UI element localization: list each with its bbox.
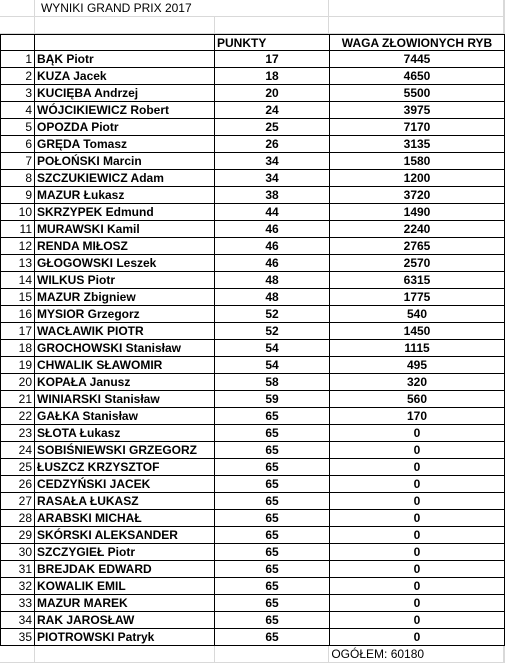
participant-name[interactable]: SOBIŚNIEWSKI GRZEGORZ <box>35 442 215 459</box>
table-row <box>0 153 505 170</box>
points-cell[interactable]: 65 <box>215 561 330 578</box>
participant-name[interactable]: SZCZUKIEWICZ Adam <box>35 170 215 187</box>
sheet-title-text: WYNIKI GRAND PRIX 2017 <box>40 1 192 15</box>
row-number[interactable]: 30 <box>0 544 35 561</box>
row-number[interactable]: 24 <box>0 442 35 459</box>
row-number[interactable]: 3 <box>0 85 35 102</box>
points-cell[interactable]: 18 <box>215 68 330 85</box>
participant-name[interactable]: MAZUR Zbigniew <box>35 289 215 306</box>
weight-cell[interactable]: 1200 <box>330 170 505 187</box>
title-row <box>0 0 505 17</box>
participant-name[interactable]: WACŁAWIK PIOTR <box>35 323 215 340</box>
participant-name[interactable]: KOPAŁA Janusz <box>35 374 215 391</box>
points-cell[interactable]: 54 <box>215 357 330 374</box>
points-cell[interactable]: 65 <box>215 476 330 493</box>
weight-cell[interactable]: 5500 <box>330 85 505 102</box>
weight-cell[interactable]: 1450 <box>330 323 505 340</box>
table-row <box>0 187 505 204</box>
participant-name[interactable]: CHWALIK SŁAWOMIR <box>35 357 215 374</box>
row-number[interactable]: 31 <box>0 561 35 578</box>
row-number[interactable]: 15 <box>0 289 35 306</box>
weight-cell[interactable]: 320 <box>330 374 505 391</box>
points-cell[interactable]: 65 <box>215 629 330 646</box>
table-row <box>0 238 505 255</box>
weight-cell[interactable]: 0 <box>330 476 505 493</box>
points-cell[interactable]: 65 <box>215 578 330 595</box>
weight-cell[interactable]: 3135 <box>330 136 505 153</box>
weight-cell[interactable]: 170 <box>330 408 505 425</box>
weight-cell[interactable]: 0 <box>330 629 505 646</box>
row-number[interactable]: 13 <box>0 255 35 272</box>
total-value[interactable]: OGÓŁEM: 60180 <box>329 646 504 663</box>
table-row <box>0 340 505 357</box>
table-row <box>0 68 505 85</box>
blank-cell[interactable] <box>504 0 505 17</box>
weight-cell[interactable]: 0 <box>330 561 505 578</box>
table-row <box>0 119 505 136</box>
participant-name[interactable]: OPOZDA Piotr <box>35 119 215 136</box>
participant-name[interactable]: KUCIĘBA Andrzej <box>35 85 215 102</box>
table-row <box>0 136 505 153</box>
table-row <box>0 527 505 544</box>
row-number[interactable]: 32 <box>0 578 35 595</box>
table-row <box>0 612 505 629</box>
weight-cell[interactable]: 0 <box>330 595 505 612</box>
row-number[interactable]: 34 <box>0 612 35 629</box>
row-number[interactable]: 16 <box>0 306 35 323</box>
total-row <box>0 646 505 663</box>
participant-name[interactable]: KOWALIK EMIL <box>35 578 215 595</box>
table-row <box>0 357 505 374</box>
weight-cell[interactable]: 0 <box>330 493 505 510</box>
row-number[interactable]: 9 <box>0 187 35 204</box>
blank-cell[interactable] <box>329 0 504 17</box>
weight-cell[interactable]: 2765 <box>330 238 505 255</box>
participant-name[interactable]: SKRZYPEK Edmund <box>35 204 215 221</box>
participant-name[interactable]: MAZUR MAREK <box>35 595 215 612</box>
points-cell[interactable]: 25 <box>215 119 330 136</box>
weight-cell[interactable]: 1580 <box>330 153 505 170</box>
weight-cell[interactable]: 2570 <box>330 255 505 272</box>
row-number[interactable]: 20 <box>0 374 35 391</box>
blank-cell[interactable] <box>504 17 505 34</box>
row-number[interactable]: 12 <box>0 238 35 255</box>
participant-name[interactable]: CEDZYŃSKI JACEK <box>35 476 215 493</box>
table-row <box>0 51 505 68</box>
weight-cell[interactable]: 2240 <box>330 221 505 238</box>
table-row <box>0 221 505 238</box>
weight-cell[interactable]: 0 <box>330 527 505 544</box>
table-row <box>0 204 505 221</box>
row-number[interactable]: 4 <box>0 102 35 119</box>
weight-cell[interactable]: 3720 <box>330 187 505 204</box>
row-number[interactable]: 27 <box>0 493 35 510</box>
row-number[interactable]: 7 <box>0 153 35 170</box>
points-cell[interactable]: 65 <box>215 612 330 629</box>
blank-cell[interactable] <box>0 0 35 17</box>
participant-name[interactable]: GAŁKA Stanisław <box>35 408 215 425</box>
row-number[interactable]: 22 <box>0 408 35 425</box>
row-number[interactable]: 2 <box>0 68 35 85</box>
points-cell[interactable]: 59 <box>215 391 330 408</box>
weight-cell[interactable]: 0 <box>330 578 505 595</box>
weight-cell[interactable]: 4650 <box>330 68 505 85</box>
row-number[interactable]: 14 <box>0 272 35 289</box>
participant-name[interactable]: PIOTROWSKI Patryk <box>35 629 215 646</box>
participant-name[interactable]: ŁUSZCZ KRZYSZTOF <box>35 459 215 476</box>
participant-name[interactable]: BĄK Piotr <box>35 51 215 68</box>
weight-cell[interactable]: 0 <box>330 612 505 629</box>
sheet-title[interactable] <box>35 0 329 17</box>
weight-cell[interactable]: 560 <box>330 391 505 408</box>
points-cell[interactable]: 65 <box>215 527 330 544</box>
blank-cell[interactable] <box>215 646 330 663</box>
table-row <box>0 561 505 578</box>
weight-cell[interactable]: 0 <box>330 425 505 442</box>
row-number[interactable]: 18 <box>0 340 35 357</box>
participant-name[interactable]: RENDA MIŁOSZ <box>35 238 215 255</box>
weight-cell[interactable]: 1115 <box>330 340 505 357</box>
table-row <box>0 578 505 595</box>
table-row <box>0 289 505 306</box>
table-row <box>0 408 505 425</box>
participant-name[interactable]: GROCHOWSKI Stanisław <box>35 340 215 357</box>
blank-cell[interactable] <box>0 17 35 34</box>
row-number[interactable]: 23 <box>0 425 35 442</box>
points-cell[interactable]: 17 <box>215 51 330 68</box>
weight-cell[interactable]: 0 <box>330 544 505 561</box>
participant-name[interactable]: WINIARSKI Stanisław <box>35 391 215 408</box>
row-number[interactable]: 11 <box>0 221 35 238</box>
participant-name[interactable]: POŁOŃSKI Marcin <box>35 153 215 170</box>
blank-cell[interactable] <box>329 17 504 34</box>
table-row <box>0 544 505 561</box>
participant-name[interactable]: MURAWSKI Kamil <box>35 221 215 238</box>
points-cell[interactable]: 24 <box>215 102 330 119</box>
weight-cell[interactable]: 540 <box>330 306 505 323</box>
points-cell[interactable]: 65 <box>215 425 330 442</box>
points-cell[interactable]: 54 <box>215 340 330 357</box>
blank-cell[interactable] <box>215 17 330 34</box>
participant-name[interactable]: GŁOGOWSKI Leszek <box>35 255 215 272</box>
row-number[interactable]: 25 <box>0 459 35 476</box>
table-row <box>0 629 505 646</box>
participant-name[interactable]: ARABSKI MICHAŁ <box>35 510 215 527</box>
participant-name[interactable]: WÓJCIKIEWICZ Robert <box>35 102 215 119</box>
points-cell[interactable]: 65 <box>215 493 330 510</box>
points-cell[interactable]: 65 <box>215 544 330 561</box>
row-number[interactable]: 19 <box>0 357 35 374</box>
table-row <box>0 442 505 459</box>
weight-cell[interactable]: 0 <box>330 510 505 527</box>
points-cell[interactable]: 48 <box>215 272 330 289</box>
table-row <box>0 425 505 442</box>
row-number[interactable]: 21 <box>0 391 35 408</box>
weight-cell[interactable]: 1490 <box>330 204 505 221</box>
points-cell[interactable]: 65 <box>215 459 330 476</box>
row-number[interactable]: 1 <box>0 51 35 68</box>
points-cell[interactable]: 65 <box>215 595 330 612</box>
weight-cell[interactable]: 3975 <box>330 102 505 119</box>
row-number[interactable]: 33 <box>0 595 35 612</box>
weight-cell[interactable]: 495 <box>330 357 505 374</box>
table-row <box>0 102 505 119</box>
row-number[interactable]: 6 <box>0 136 35 153</box>
row-number[interactable]: 10 <box>0 204 35 221</box>
points-cell[interactable]: 48 <box>215 289 330 306</box>
table-row <box>0 391 505 408</box>
participant-name[interactable]: RASAŁA ŁUKASZ <box>35 493 215 510</box>
participant-name[interactable]: SZCZYGIEŁ Piotr <box>35 544 215 561</box>
blank-cell[interactable] <box>504 646 505 663</box>
blank-cell[interactable] <box>35 646 215 663</box>
table-row <box>0 493 505 510</box>
weight-cell[interactable]: 0 <box>330 459 505 476</box>
header-name-cell[interactable] <box>35 34 215 51</box>
weight-cell[interactable]: 0 <box>330 442 505 459</box>
points-cell[interactable]: 34 <box>215 153 330 170</box>
table-row <box>0 255 505 272</box>
points-cell[interactable]: 46 <box>215 238 330 255</box>
table-row <box>0 476 505 493</box>
row-number[interactable]: 29 <box>0 527 35 544</box>
participant-name[interactable]: MAZUR Łukasz <box>35 187 215 204</box>
empty-row <box>0 17 505 34</box>
weight-cell[interactable]: 6315 <box>330 272 505 289</box>
weight-cell[interactable]: 1775 <box>330 289 505 306</box>
row-number[interactable]: 17 <box>0 323 35 340</box>
participant-name[interactable]: SKÓRSKI ALEKSANDER <box>35 527 215 544</box>
row-number[interactable]: 35 <box>0 629 35 646</box>
weight-cell[interactable]: 7445 <box>330 51 505 68</box>
points-cell[interactable]: 38 <box>215 187 330 204</box>
points-cell[interactable]: 58 <box>215 374 330 391</box>
participant-name[interactable]: SŁOTA Łukasz <box>35 425 215 442</box>
table-row <box>0 459 505 476</box>
participant-name[interactable]: GRĘDA Tomasz <box>35 136 215 153</box>
points-cell[interactable]: 52 <box>215 323 330 340</box>
points-cell[interactable]: 20 <box>215 85 330 102</box>
weight-cell[interactable]: 7170 <box>330 119 505 136</box>
participant-name[interactable]: KUZA Jacek <box>35 68 215 85</box>
table-row <box>0 272 505 289</box>
points-cell[interactable]: 65 <box>215 510 330 527</box>
table-row <box>0 306 505 323</box>
participant-name[interactable]: RAK JAROSŁAW <box>35 612 215 629</box>
header-row <box>0 34 505 51</box>
table-row <box>0 170 505 187</box>
header-no-cell[interactable] <box>0 34 35 51</box>
blank-cell[interactable] <box>35 17 215 34</box>
header-points[interactable]: PUNKTY <box>215 34 330 51</box>
header-weight[interactable]: WAGA ZŁOWIONYCH RYB <box>330 34 505 51</box>
row-number[interactable]: 26 <box>0 476 35 493</box>
row-number[interactable]: 28 <box>0 510 35 527</box>
blank-cell[interactable] <box>0 646 35 663</box>
points-cell[interactable]: 65 <box>215 442 330 459</box>
table-row <box>0 510 505 527</box>
points-cell[interactable]: 34 <box>215 170 330 187</box>
table-row <box>0 323 505 340</box>
points-cell[interactable]: 26 <box>215 136 330 153</box>
points-cell[interactable]: 46 <box>215 255 330 272</box>
row-number[interactable]: 5 <box>0 119 35 136</box>
points-cell[interactable]: 52 <box>215 306 330 323</box>
points-cell[interactable]: 65 <box>215 408 330 425</box>
participant-name[interactable]: WILKUS Piotr <box>35 272 215 289</box>
table-row <box>0 595 505 612</box>
participant-name[interactable]: MYSIOR Grzegorz <box>35 306 215 323</box>
table-row <box>0 374 505 391</box>
table-row <box>0 85 505 102</box>
row-number[interactable]: 8 <box>0 170 35 187</box>
participant-name[interactable]: BREJDAK EDWARD <box>35 561 215 578</box>
points-cell[interactable]: 46 <box>215 221 330 238</box>
points-cell[interactable]: 44 <box>215 204 330 221</box>
